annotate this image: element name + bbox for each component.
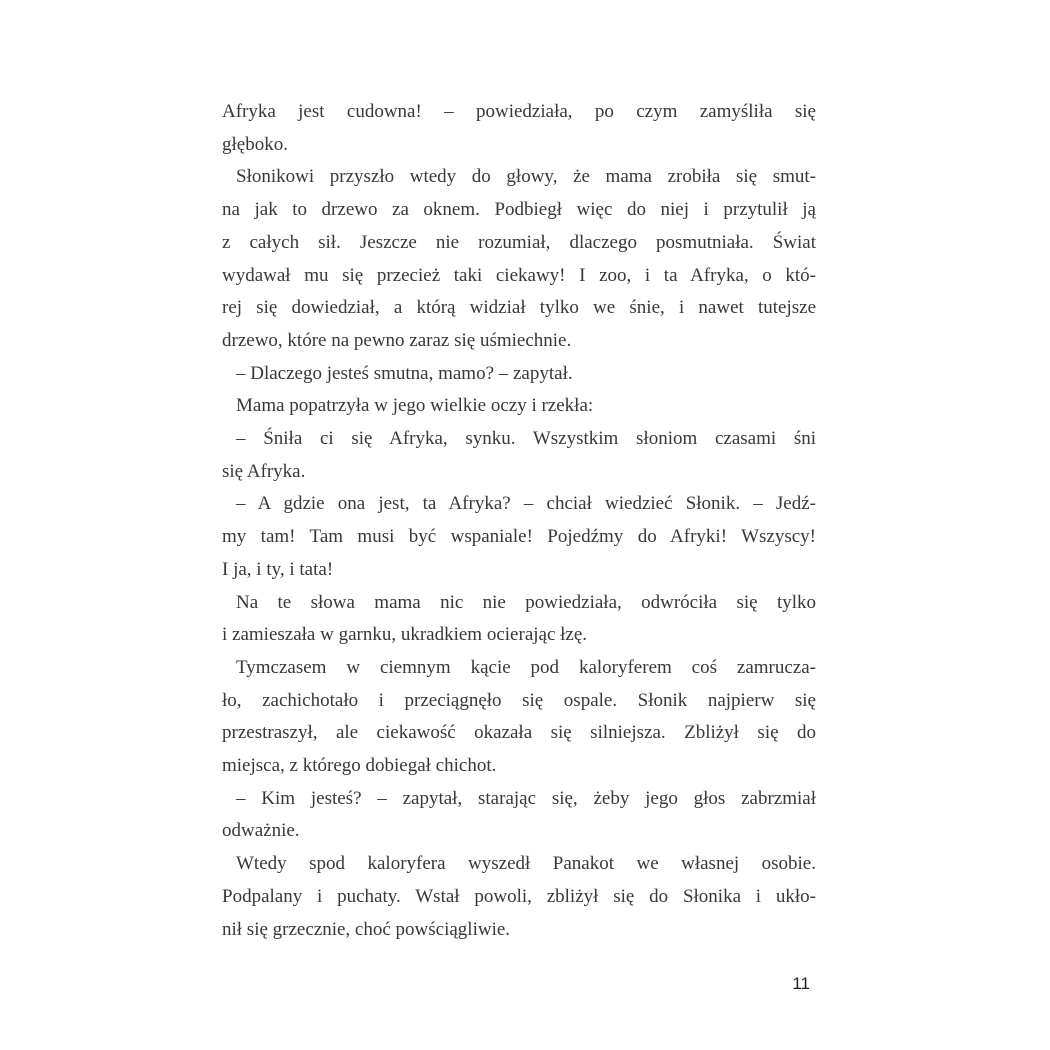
text-line: odważnie. [222,820,300,842]
text-line: Słonikowi przyszło wtedy do głowy, że mama zrobiła się smut- [236,166,816,188]
text-line: Tymczasem w ciemnym kącie pod kaloryferem coś zamrucza- [236,656,816,678]
text-line: – A gdzie ona jest, ta Afryka? – chciał wiedzieć Słonik. – Jedź- [236,493,816,515]
text-block [222,96,816,946]
text-line: – Dlaczego jesteś smutna, mamo? – zapytał. [236,362,573,384]
text-line: I ja, i ty, i tata! [222,558,334,580]
text-line: drzewo, które na pewno zaraz się uśmiechnie. [222,329,572,351]
text-line: my tam! Tam musi być wspaniale! Pojedźmy do Afryki! Wszyscy! [222,526,816,548]
text-line: wydawał mu się przecież taki ciekawy! I zoo, i ta Afryka, o któ- [222,264,816,286]
text-line: z całych sił. Jeszcze nie rozumiał, dlaczego posmutniała. Świat [222,231,816,253]
page-number: 11 [792,974,810,993]
text-line: – Śniła ci się Afryka, synku. Wszystkim słoniom czasami śni [236,428,816,450]
text-line: Podpalany i puchaty. Wstał powoli, zbliżył się do Słonika i ukło- [222,885,816,907]
text-line: Na te słowa mama nic nie powiedziała, odwróciła się tylko [236,591,816,613]
text-line: miejsca, z którego dobiegał chichot. [222,755,497,777]
text-line: Wtedy spod kaloryfera wyszedł Panakot we własnej osobie. [236,853,816,875]
text-line: rej się dowiedział, a którą widział tylko we śnie, i nawet tutejsze [222,297,816,319]
text-line: – Kim jesteś? – zapytał, starając się, żeby jego głos zabrzmiał [236,787,816,809]
text-line: na jak to drzewo za oknem. Podbiegł więc do niej i przytulił ją [222,199,816,221]
text-line: ło, zachichotało i przeciągnęło się ospale. Słonik najpierw się [222,689,816,711]
text-line: przestraszył, ale ciekawość okazała się silniejsza. Zbliżył się do [222,722,816,744]
text-line: się Afryka. [222,460,306,482]
text-line: nił się grzecznie, choć powściągliwie. [222,918,511,940]
text-line: głęboko. [222,133,288,155]
text-line: i zamieszała w garnku, ukradkiem ocierając łzę. [222,624,588,646]
text-line: Mama popatrzyła w jego wielkie oczy i rzekła: [236,395,594,417]
text-line: Afryka jest cudowna! – powiedziała, po czym zamyśliła się [222,101,816,122]
